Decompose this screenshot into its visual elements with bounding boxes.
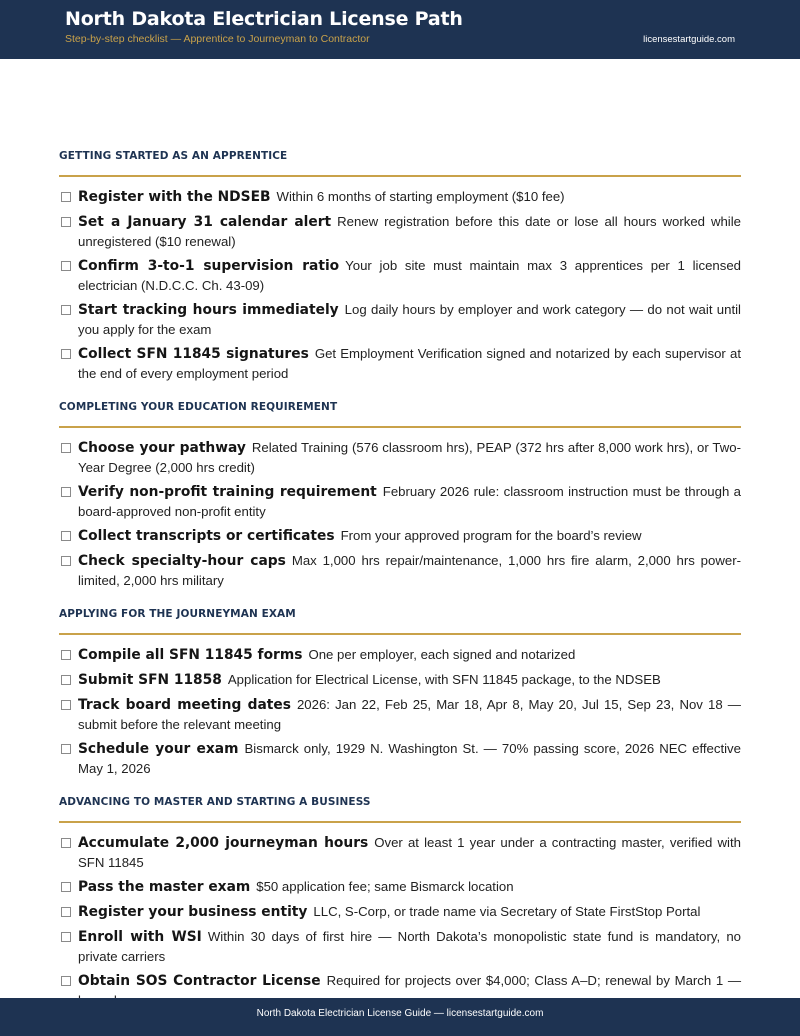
checklist-item xyxy=(59,526,741,546)
footer-text: North Dakota Electrician License Guide — licensestartguide.com xyxy=(256,1008,544,1019)
item-title: Set a January 31 calendar alert xyxy=(78,214,332,230)
item-title: Register your business entity xyxy=(78,904,308,920)
item-description: Log daily hours by employer and work category — do not wait until you apply for the exam xyxy=(78,302,741,337)
item-text xyxy=(78,482,741,521)
item-text xyxy=(78,212,741,251)
checklist-item xyxy=(59,212,741,251)
item-title: Confirm 3-to-1 supervision ratio xyxy=(78,258,340,274)
item-description: Renew registration before this date or lose all hours worked while unregistered ($10 renewal) xyxy=(78,214,741,249)
checklist-item xyxy=(59,877,741,897)
section-title: APPLYING FOR THE JOURNEYMAN EXAM xyxy=(59,608,741,635)
checkbox[interactable] xyxy=(61,650,71,660)
item-description: Your job site must maintain max 3 apprentices per 1 licensed electrician (N.D.C.C. Ch. 43-09) xyxy=(78,258,741,293)
item-title: Collect SFN 11845 signatures xyxy=(78,346,309,362)
item-description: Required for projects over $4,000; Class A–D; renewal by March 1 — xyxy=(326,973,742,988)
item-text xyxy=(78,670,741,690)
item-description: Bismarck only, 1929 N. Washington St. — 70% passing score, 2026 NEC effective May 1, 2026 xyxy=(78,741,741,776)
checkbox[interactable] xyxy=(61,443,71,453)
item-description: Get Employment Verification signed and notarized by each supervisor at the end of every employment period xyxy=(78,346,741,381)
checkbox[interactable] xyxy=(61,556,71,566)
item-description: Max 1,000 hrs repair/maintenance, 1,000 hrs fire alarm, 2,000 hrs power-limited, 2,000 hrs military xyxy=(78,553,741,588)
checklist-item xyxy=(59,551,741,590)
checkbox[interactable] xyxy=(61,261,71,271)
item-description: Within 30 days of first hire — North Dakota’s monopolistic state fund is mandatory, no private carriers xyxy=(78,929,741,964)
item-title: Choose your pathway xyxy=(78,440,246,456)
item-title: Schedule your exam xyxy=(78,741,239,757)
checklist-section xyxy=(59,401,741,590)
checklist-item xyxy=(59,695,741,734)
item-title: Register with the NDSEB xyxy=(78,189,271,205)
item-title: Track board meeting dates xyxy=(78,697,291,713)
checklist-item xyxy=(59,438,741,477)
checkbox[interactable] xyxy=(61,349,71,359)
item-text xyxy=(78,927,741,966)
checklist-item xyxy=(59,927,741,966)
item-title: Collect transcripts or certificates xyxy=(78,528,335,544)
item-text xyxy=(78,739,741,778)
item-description: Within 6 months of starting employment ($10 fee) xyxy=(276,189,565,204)
item-description: Over at least 1 year under a contracting master, verified with SFN 11845 xyxy=(78,835,741,870)
checklist-item xyxy=(59,300,741,339)
checkbox[interactable] xyxy=(61,907,71,917)
checkbox[interactable] xyxy=(61,675,71,685)
checklist-item xyxy=(59,482,741,521)
item-text xyxy=(78,695,741,734)
item-description: 2026: Jan 22, Feb 25, Mar 18, Apr 8, May 20, Jul 15, Sep 23, Nov 18 — submit before the relevant meeting xyxy=(78,697,741,732)
checkbox[interactable] xyxy=(61,700,71,710)
item-text xyxy=(78,902,741,922)
page-footer xyxy=(0,998,800,1036)
item-title: Accumulate 2,000 journeyman hours xyxy=(78,835,369,851)
checkbox[interactable] xyxy=(61,744,71,754)
checklist-item xyxy=(59,902,741,922)
item-title: Compile all SFN 11845 forms xyxy=(78,647,303,663)
page-header xyxy=(0,0,800,59)
checklist-item xyxy=(59,739,741,778)
item-text xyxy=(78,526,741,546)
checklist-section xyxy=(59,150,741,383)
item-description: $50 application fee; same Bismarck location xyxy=(256,879,514,894)
section-title: GETTING STARTED AS AN APPRENTICE xyxy=(59,150,741,177)
item-text xyxy=(78,645,741,665)
checkbox[interactable] xyxy=(61,976,71,986)
item-description: Related Training (576 classroom hrs), PEAP (372 hrs after 8,000 work hrs), or Two-Year Degree (2,000 hrs credit) xyxy=(78,440,741,475)
page-title: North Dakota Electrician License Path xyxy=(65,8,463,30)
item-title: Submit SFN 11858 xyxy=(78,672,222,688)
checklist-item xyxy=(59,344,741,383)
checkbox[interactable] xyxy=(61,217,71,227)
checkbox[interactable] xyxy=(61,531,71,541)
item-title: Verify non-profit training requirement xyxy=(78,484,377,500)
item-description: February 2026 rule: classroom instruction must be through a board-approved non-profit entity xyxy=(78,484,741,519)
section-title: COMPLETING YOUR EDUCATION REQUIREMENT xyxy=(59,401,741,428)
item-text xyxy=(78,256,741,295)
item-text xyxy=(78,438,741,477)
item-description: LLC, S-Corp, or trade name via Secretary of State FirstStop Portal xyxy=(313,904,701,919)
checkbox[interactable] xyxy=(61,932,71,942)
item-text xyxy=(78,187,741,207)
item-description: Application for Electrical License, with SFN 11845 package, to the NDSEB xyxy=(227,672,661,687)
checklist-item xyxy=(59,187,741,207)
item-title: Obtain SOS Contractor License xyxy=(78,973,321,989)
site-name: licensestartguide.com xyxy=(643,34,735,45)
item-text xyxy=(78,344,741,383)
item-title: Start tracking hours immediately xyxy=(78,302,339,318)
checkbox[interactable] xyxy=(61,192,71,202)
checkbox[interactable] xyxy=(61,305,71,315)
item-text xyxy=(78,833,741,872)
checklist-item xyxy=(59,645,741,665)
checklist-content xyxy=(59,150,741,1028)
item-text xyxy=(78,877,741,897)
item-text xyxy=(78,551,741,590)
item-description: From your approved program for the board’s review xyxy=(340,528,642,543)
section-title: ADVANCING TO MASTER AND STARTING A BUSINESS xyxy=(59,796,741,823)
page-subtitle: Step-by-step checklist — Apprentice to Journeyman to Contractor xyxy=(65,33,370,45)
checkbox[interactable] xyxy=(61,882,71,892)
item-description: One per employer, each signed and notarized xyxy=(308,647,576,662)
checklist-item xyxy=(59,833,741,872)
checkbox[interactable] xyxy=(61,838,71,848)
checkbox[interactable] xyxy=(61,487,71,497)
checklist-item xyxy=(59,670,741,690)
checklist-section xyxy=(59,608,741,778)
item-text xyxy=(78,300,741,339)
checklist-section xyxy=(59,796,741,1010)
item-title: Enroll with WSI xyxy=(78,929,202,945)
checklist-item xyxy=(59,256,741,295)
item-title: Check specialty-hour caps xyxy=(78,553,286,569)
item-title: Pass the master exam xyxy=(78,879,251,895)
